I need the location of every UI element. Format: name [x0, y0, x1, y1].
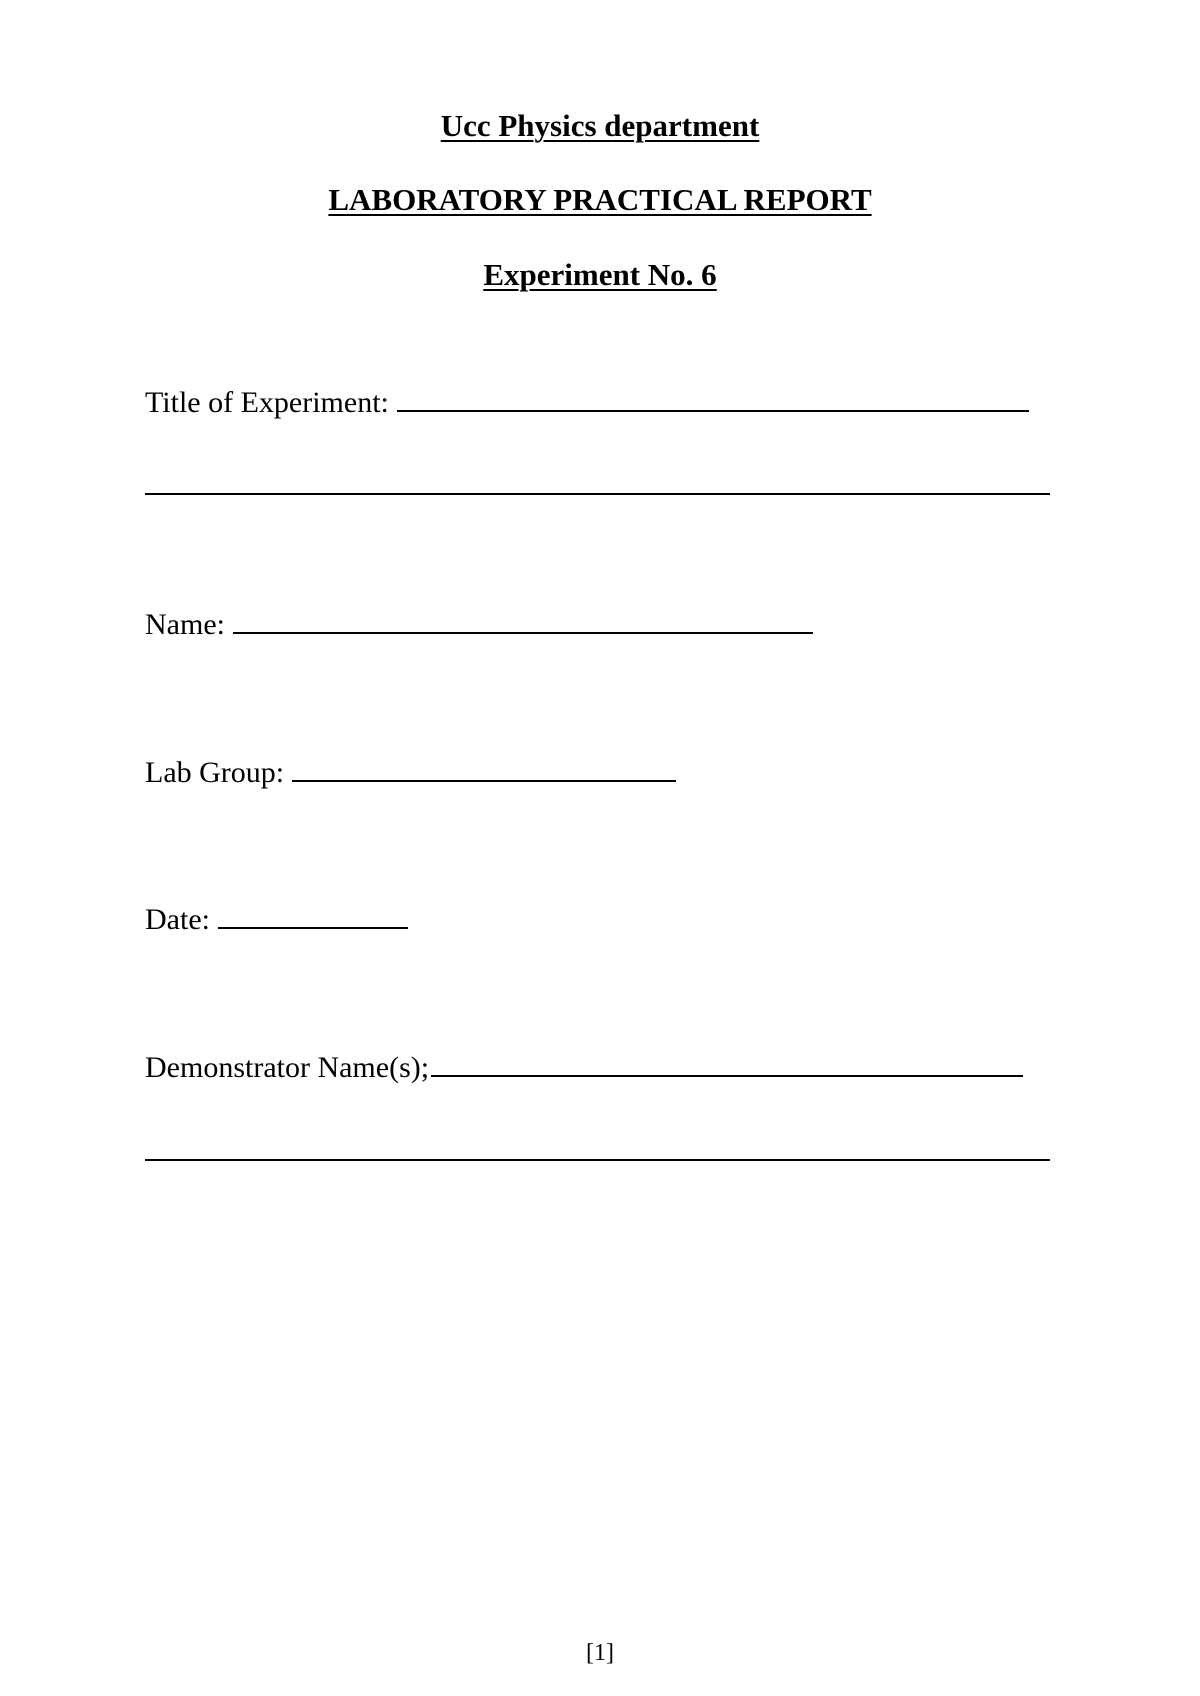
date-label: Date: [145, 903, 210, 936]
demonstrator-field [145, 1051, 1023, 1085]
date-blank[interactable] [218, 926, 408, 929]
demonstrator-blank-line-2[interactable] [145, 1159, 1050, 1161]
department-heading: Ucc Physics department [440, 108, 760, 143]
title-of-experiment-field [145, 386, 1029, 420]
name-field [145, 608, 813, 642]
title-of-experiment-blank-line-2[interactable] [145, 493, 1050, 495]
lab-group-field [145, 756, 676, 790]
page-number: [1] [586, 1640, 614, 1666]
experiment-number-heading: Experiment No. 6 [483, 257, 717, 292]
report-title-heading: LABORATORY PRACTICAL REPORT [328, 182, 872, 217]
name-label: Name: [145, 608, 225, 641]
title-of-experiment-blank[interactable] [397, 409, 1029, 412]
name-blank[interactable] [233, 631, 813, 634]
lab-group-blank[interactable] [292, 779, 676, 782]
demonstrator-label: Demonstrator Name(s); [145, 1051, 430, 1084]
demonstrator-blank[interactable] [431, 1074, 1023, 1077]
title-of-experiment-label: Title of Experiment: [145, 386, 389, 419]
lab-group-label: Lab Group: [145, 756, 285, 789]
date-field [145, 903, 408, 937]
